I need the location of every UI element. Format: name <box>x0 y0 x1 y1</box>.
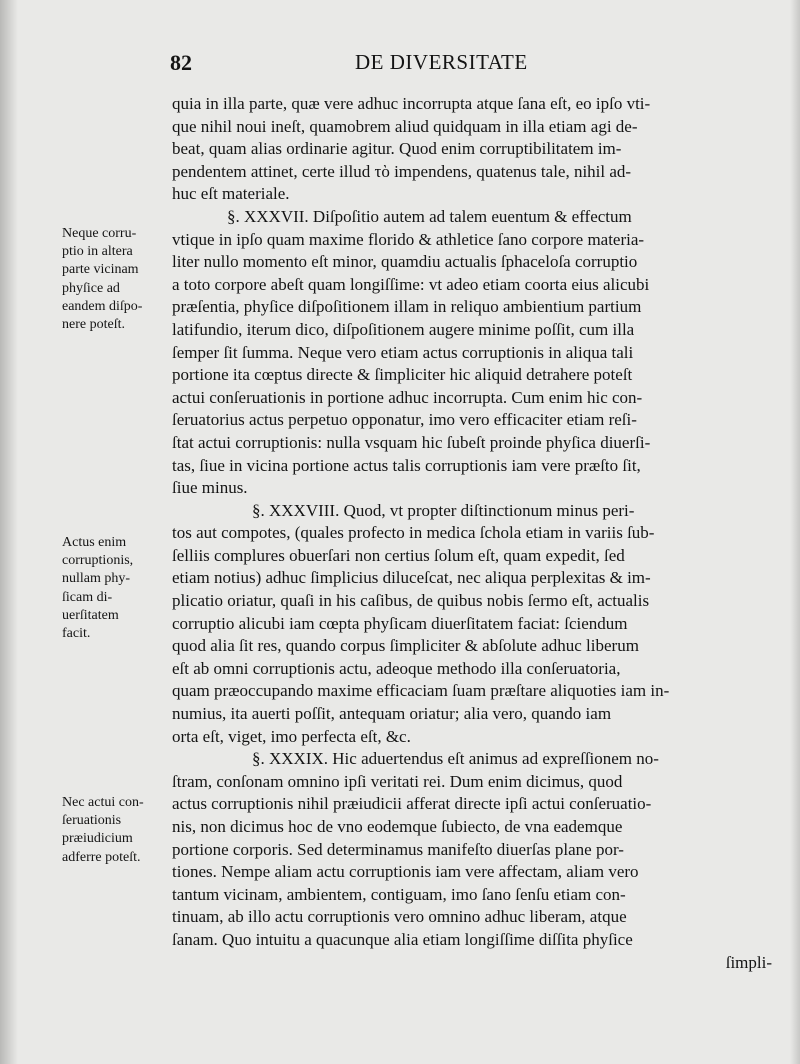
text-line: præſentia, phyſice diſpoſitionem illam in reliquo ambientium partium <box>172 297 642 317</box>
margin-note-line: nullam phy- <box>62 571 131 587</box>
text-line: tantum vicinam, ambientem, contiguam, imo ſano ſenſu etiam con- <box>172 884 626 904</box>
text-line: beat, quam alias ordinarie agitur. Quod enim corruptibilitatem im- <box>172 139 622 159</box>
margin-note-line: nere poteſt. <box>62 317 125 333</box>
text-line: que nihil noui ineſt, quamobrem aliud quidquam in illa etiam agi de- <box>172 116 638 136</box>
text-line: quod alia ſit res, quando corpus ſimpliciter & abſolute adhuc liberum <box>172 636 639 656</box>
text-line: etiam notius) adhuc ſimplicius diluceſcat, nec aliqua perplexitas & im- <box>172 568 651 588</box>
text-line: ſimpli- <box>725 952 772 972</box>
text-line: orta eſt, viget, imo perfecta eſt, &c. <box>172 726 411 746</box>
text-line: a toto corpore abeſt quam longiſſime: vt adeo etiam coorta eius alicubi <box>172 274 650 294</box>
text-line: tas, ſiue in vicina portione actus talis corruptionis iam vere præſto ſit, <box>172 455 641 475</box>
text-line: ſelliis complures obuerſari non certius ſolum eſt, quam expedit, ſed <box>172 545 625 565</box>
text-line: numius, ita auerti poſſit, antequam oriatur; alia vero, quando iam <box>172 704 612 724</box>
page-edge-shadow <box>0 0 18 1064</box>
margin-note-line: præiudicium <box>62 831 133 847</box>
running-head: DE DIVERSITATE <box>355 50 528 74</box>
margin-note <box>62 794 170 867</box>
margin-note-line: Nec actui con- <box>62 795 144 810</box>
text-line: vtique in ipſo quam maxime florido & athletice ſano corpore materia- <box>172 229 645 249</box>
text-line: nis, non dicimus hoc de vno eodemque ſubiecto, de vna eademque <box>172 817 623 836</box>
text-line: pendentem attinet, certe illud τὸ impendens, quatenus tale, nihil ad- <box>172 161 632 181</box>
text-line: eſt ab omni corruptionis actu, adeoque methodo illa conſeruatoria, <box>172 658 621 678</box>
margin-note-line: Actus enim <box>62 535 127 550</box>
margin-note-line: ptio in altera <box>62 244 133 260</box>
text-line: tiones. Nempe aliam actu corruptionis iam vere affectam, aliam vero <box>172 862 639 882</box>
margin-note-line: parte vicinam <box>62 262 139 278</box>
margin-note-line: eandem diſpo- <box>62 298 143 314</box>
text-line: ſeruatorius actus perpetuo opponatur, imo vero efficaciter etiam reſi- <box>172 410 637 430</box>
margin-note-line: ſeruationis <box>62 813 122 829</box>
text-line: §. XXXVII. Diſpoſitio autem ad talem euentum & effectum <box>227 206 632 226</box>
text-line: actui conſeruationis in portione adhuc incorrupta. Cum enim hic con- <box>172 387 643 407</box>
text-line: ſemper ſit ſumma. Neque vero etiam actus corruptionis in aliqua tali <box>172 342 634 362</box>
text-line: corruptio alicubi iam cœpta phyſicam diuerſitatem faciat: ſciendum <box>172 613 628 633</box>
main-text <box>172 93 772 974</box>
text-line: plicatio oriatur, quaſi in his caſibus, de quibus nobis ſermo eſt, actualis <box>172 591 650 611</box>
text-line: latifundio, iterum dico, diſpoſitionem augere minime poſſit, cum illa <box>172 319 635 339</box>
margin-note-line: corruptionis, <box>62 553 134 569</box>
text-line: huc eſt materiale. <box>172 184 290 204</box>
text-line: §. XXXIX. Hic aduertendus eſt animus ad expreſſionem no- <box>252 749 659 769</box>
text-line: tinuam, ab illo actu corruptionis vero omnino adhuc liberam, atque <box>172 907 627 927</box>
margin-note <box>62 225 170 334</box>
text-line: portione ita cœptus directe & ſimpliciter hic aliquid detrahere poteſt <box>172 365 633 385</box>
text-line: actus corruptionis nihil præiudicii afferat directe ipſi actui conſeruatio- <box>172 794 652 814</box>
text-line: ſiue minus. <box>172 478 248 498</box>
text-line: §. XXXVIII. Quod, vt propter diſtinctionum minus peri- <box>252 500 635 520</box>
text-line: ſanam. Quo intuitu a quacunque alia etiam longiſſime diſſita phyſice <box>172 929 633 949</box>
margin-note <box>62 534 170 643</box>
text-line: portione corporis. Sed determinamus manifeſto diuerſas plane por- <box>172 839 624 859</box>
margin-note-line: adferre poteſt. <box>62 849 141 865</box>
text-line: quia in illa parte, quæ vere adhuc incorrupta atque ſana eſt, eo ipſo vti- <box>172 94 651 113</box>
margin-note-line: ſicam di- <box>62 589 113 605</box>
margin-note-line: facit. <box>62 626 91 642</box>
margin-note-line: Neque corru- <box>62 226 137 241</box>
margin-note-line: phyſice ad <box>62 280 120 296</box>
page-edge-shadow-right <box>790 0 800 1064</box>
text-line: ſtat actui corruptionis: nulla vsquam hic ſubeſt proinde phyſica diuerſi- <box>172 432 651 452</box>
text-line: tos aut compotes, (quales profecto in medica ſchola etiam in variis ſub- <box>172 523 655 543</box>
text-line: quam præoccupando maxime efficaciam ſuam præſtare aliquoties iam in- <box>172 681 670 701</box>
text-line: liter nullo momento eſt minor, quamdiu actualis ſphaceloſa corruptio <box>172 252 638 272</box>
page-header <box>0 50 800 80</box>
margin-note-line: uerſitatem <box>62 607 119 623</box>
page-number: 82 <box>170 50 192 75</box>
text-line: ſtram, conſonam omnino ipſi veritati rei. Dum enim dicimus, quod <box>172 771 623 791</box>
